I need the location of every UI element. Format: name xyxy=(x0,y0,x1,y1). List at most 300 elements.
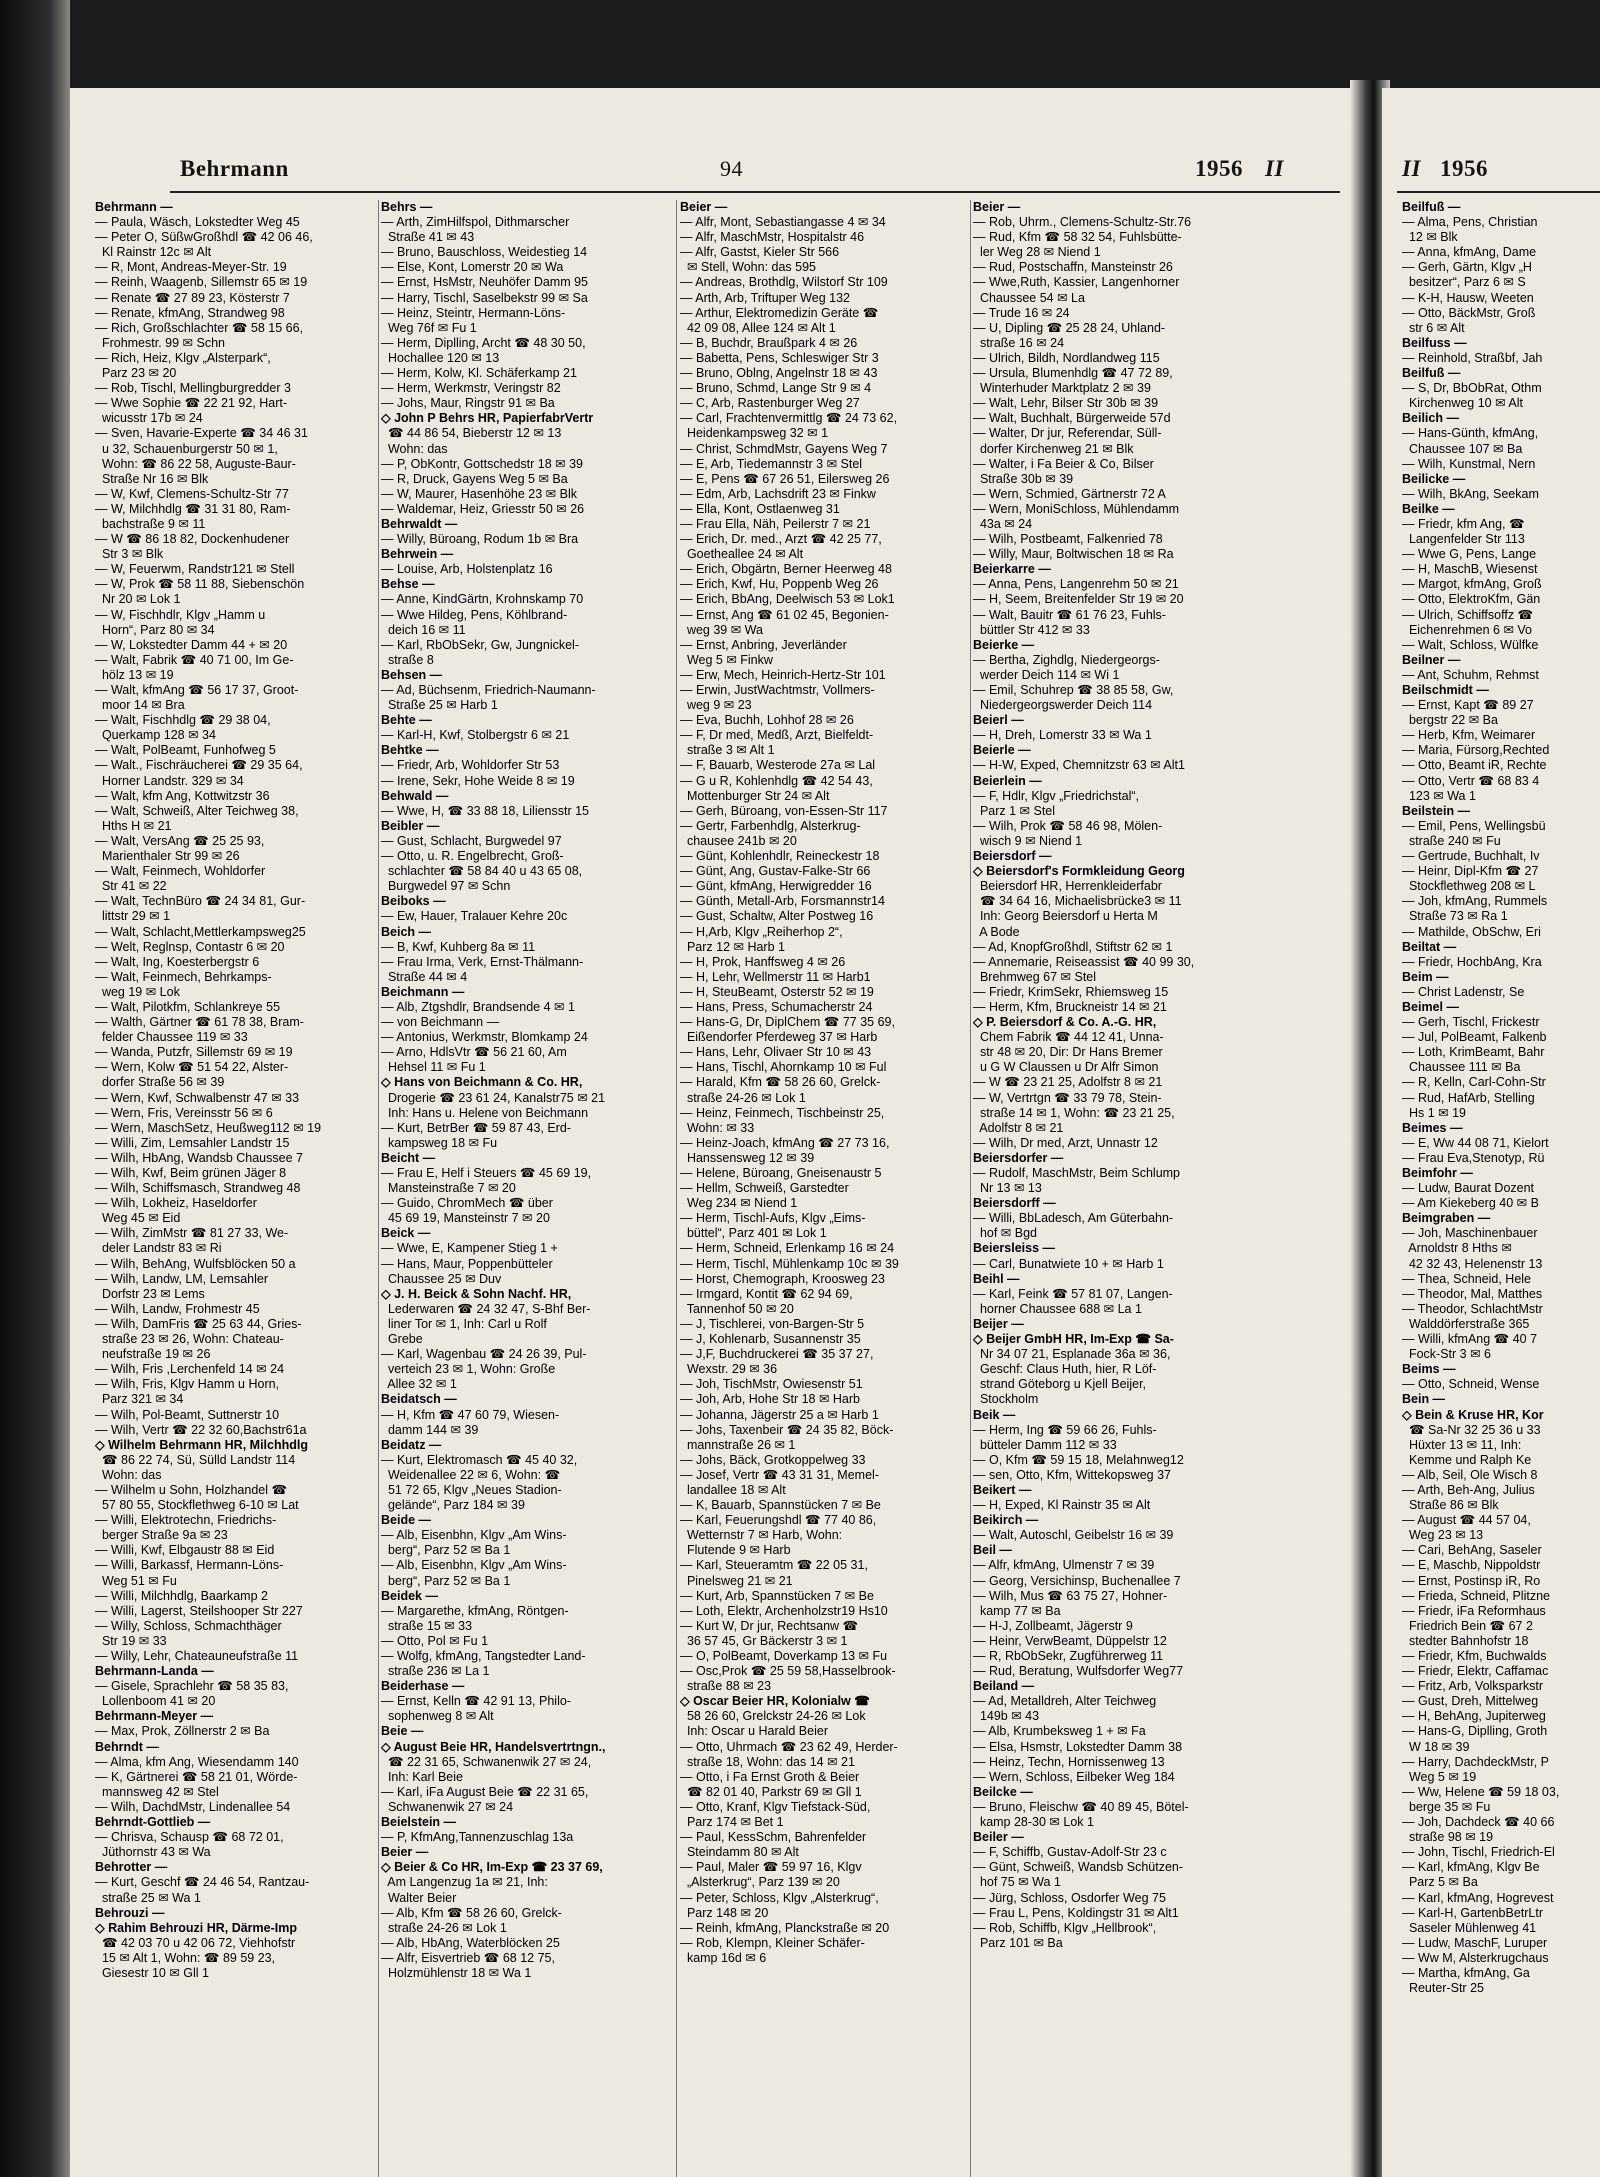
directory-line: Beilschmidt — xyxy=(1402,683,1489,697)
directory-line: Behse — xyxy=(381,577,435,592)
directory-line: Beilstein — xyxy=(1402,803,1471,818)
directory-line: Weg 5 ✉ Finkw xyxy=(680,652,773,667)
directory-line: — Rud, HafArb, Stelling xyxy=(1402,1090,1535,1105)
right-header-section: II xyxy=(1402,156,1421,181)
directory-line: — Helene, Büroang, Gneisenaustr 5 xyxy=(680,1166,882,1180)
directory-line: — Gerh, Tischl, Frickestr xyxy=(1402,1015,1540,1030)
directory-line: straße 16 ✉ 24 xyxy=(973,335,1065,350)
directory-line: Parz 5 ✉ Ba xyxy=(1402,1875,1478,1890)
directory-line: — Erich, BbAng, Deelwisch 53 ✉ Lok1 xyxy=(680,592,895,607)
directory-line: — Walt., Fischräucherei ☎ 29 35 64, xyxy=(95,758,303,773)
directory-line: — Johanna, Jägerstr 25 a ✉ Harb 1 xyxy=(680,1407,879,1422)
directory-line: Fock-Str 3 ✉ 6 xyxy=(1402,1347,1491,1362)
directory-line: Beierlein — xyxy=(973,773,1042,788)
directory-line: — Willi, Milchhdlg, Baarkamp 2 xyxy=(95,1588,268,1603)
directory-line: Heidenkampsweg 32 ✉ 1 xyxy=(680,426,829,441)
directory-line: — Alfr, MaschMstr, Hospitalstr 46 xyxy=(680,230,865,245)
directory-line: — Bruno, Oblng, Angelnstr 18 ✉ 43 xyxy=(680,366,878,381)
directory-line: — Willi, Kwf, Elbgaustr 88 ✉ Eid xyxy=(95,1543,275,1558)
directory-line: — Walt, kfmAng ☎ 56 17 37, Groot- xyxy=(95,683,299,697)
directory-line: — Wolfg, kfmAng, Tangstedter Land- xyxy=(381,1649,586,1663)
directory-line: Beik — xyxy=(973,1407,1016,1422)
directory-line: Beiland — xyxy=(973,1679,1035,1694)
directory-line: ◇ Beiersdorf's Formkleidung Georg xyxy=(973,864,1185,879)
directory-line: — Kurt, Geschf ☎ 24 46 54, Rantzau- xyxy=(95,1875,310,1890)
directory-line: Parz 1 ✉ Stel xyxy=(973,803,1056,818)
directory-line: — Rich, Großschlachter ☎ 58 15 66, xyxy=(95,320,304,335)
directory-line: Langenfelder Str 113 xyxy=(1402,532,1525,547)
directory-line: Beikert — xyxy=(973,1482,1032,1497)
directory-line: — Ew, Hauer, Tralauer Kehre 20c xyxy=(381,909,568,924)
directory-line: ☎ 42 03 70 u 42 06 72, Viehhofstr xyxy=(95,1935,296,1950)
directory-line: littstr 29 ✉ 1 xyxy=(95,909,171,924)
directory-line: „Alsterkrug“, Parz 139 ✉ 20 xyxy=(680,1875,840,1890)
directory-line: — Wwe,Ruth, Kassier, Langenhorner xyxy=(973,275,1180,290)
directory-line: — K, Gärtnerei ☎ 58 21 01, Wörde- xyxy=(95,1769,298,1784)
directory-line: — Wilh, HbAng, Wandsb Chaussee 7 xyxy=(95,1150,303,1165)
directory-line: Behrndt-Gottlieb — xyxy=(95,1815,211,1830)
directory-line: Behrmann-Landa — xyxy=(95,1664,214,1679)
directory-line: — Jürg, Schloss, Osdorfer Weg 75 xyxy=(973,1890,1166,1905)
directory-line: — Guido, ChromMech ☎ über xyxy=(381,1196,553,1211)
directory-line: — Otto, BäckMstr, Groß xyxy=(1402,305,1536,320)
directory-line: — Harry, DachdeckMstr, P xyxy=(1402,1754,1550,1769)
directory-line: — Rud, Beratung, Wulfsdorfer Weg77 xyxy=(973,1664,1184,1679)
directory-line: — Willy, Büroang, Rodum 1b ✉ Bra xyxy=(381,532,579,547)
directory-line: — Günt, Schweiß, Wandsb Schützen- xyxy=(973,1860,1184,1875)
directory-line: u 32, Schauenburgerstr 50 ✉ 1, xyxy=(95,441,278,456)
directory-line: — O, PolBeamt, Doverkamp 13 ✉ Fu xyxy=(680,1649,888,1663)
directory-line: — Otto, Kranf, Klgv Tiefstack-Süd, xyxy=(680,1799,871,1814)
directory-line: — Renate, kfmAng, Strandweg 98 xyxy=(95,305,285,320)
directory-line: — Wilhelm u Sohn, Holzhandel ☎ xyxy=(95,1482,288,1497)
directory-line: straße 14 ✉ 1, Wohn: ☎ 23 21 25, xyxy=(973,1105,1175,1120)
directory-line: u G W Claussen u Dr Alfr Simon xyxy=(973,1060,1159,1075)
directory-line: — Rob, Schiffb, Klgv „Hellbrook“, xyxy=(973,1920,1157,1935)
directory-line: — W, Lokstedter Damm 44 + ✉ 20 xyxy=(95,637,288,652)
directory-line: — Ad, Metalldreh, Alter Teichweg xyxy=(973,1694,1157,1709)
directory-line: — Antonius, Werkmstr, Blomkamp 24 xyxy=(381,1030,588,1045)
directory-line: — Wilh, Pol-Beamt, Suttnerstr 10 xyxy=(95,1407,280,1422)
directory-line: ◇ Beier & Co HR, Im-Exp ☎ 23 37 69, xyxy=(381,1860,603,1875)
directory-line: — Wilh, Vertr ☎ 22 32 60,Bachstr61a xyxy=(95,1422,307,1437)
directory-line: berge 35 ✉ Fu xyxy=(1402,1799,1491,1814)
directory-line: Nr 20 ✉ Lok 1 xyxy=(95,592,181,607)
directory-line: — Friedr, Kfm, Buchwalds xyxy=(1402,1649,1547,1663)
directory-line: — Louise, Arb, Holstenplatz 16 xyxy=(381,562,553,577)
directory-line: — Hans, Lehr, Olivaer Str 10 ✉ 43 xyxy=(680,1045,872,1060)
directory-line: Straße 41 ✉ 43 xyxy=(381,230,475,245)
directory-line: Schwanenwik 27 ✉ 24 xyxy=(381,1799,514,1814)
directory-line: berg“, Parz 52 ✉ Ba 1 xyxy=(381,1573,511,1588)
directory-line: Beier — xyxy=(680,200,728,214)
directory-line: — K-H, Hausw, Weeten xyxy=(1402,290,1534,305)
directory-line: — Rudolf, MaschMstr, Beim Schlump xyxy=(973,1166,1181,1180)
directory-line: — K, Bauarb, Spannstücken 7 ✉ Be xyxy=(680,1498,881,1513)
directory-line: — Ursula, Blumenhdlg ☎ 47 72 89, xyxy=(973,366,1173,381)
directory-line: — Friedr, Arb, Wohldorfer Str 53 xyxy=(381,758,560,773)
directory-column-1 xyxy=(95,200,377,1981)
directory-line: — H, Kfm ☎ 47 60 79, Wiesen- xyxy=(381,1407,560,1422)
directory-line: — Walt, Schloss, Wülfke xyxy=(1402,637,1539,652)
directory-line: — Wilh, Dr med, Arzt, Unnastr 12 xyxy=(973,1135,1158,1150)
directory-line: str 6 ✉ Alt xyxy=(1402,320,1465,335)
directory-line: Behrs — xyxy=(381,200,433,214)
directory-line: — Heinz, Steintr, Hermann-Löns- xyxy=(381,305,566,320)
directory-line: Inh: Georg Beiersdorf u Herta M xyxy=(973,909,1158,924)
directory-line: mannsweg 42 ✉ Stel xyxy=(95,1784,219,1799)
directory-line: berger Straße 9a ✉ 23 xyxy=(95,1528,228,1543)
directory-line: Weg 45 ✉ Eid xyxy=(95,1211,181,1226)
directory-line: — Herm, Kolw, Kl. Schäferkamp 21 xyxy=(381,366,577,381)
directory-line: mannstraße 26 ✉ 1 xyxy=(680,1437,796,1452)
directory-line: schlachter ☎ 58 84 40 u 43 65 08, xyxy=(381,864,583,879)
directory-line: Hüxter 13 ✉ 11, Inh: xyxy=(1402,1437,1522,1452)
directory-line: — Erich, Dr. med., Arzt ☎ 42 25 77, xyxy=(680,532,882,547)
directory-line: Beimfohr — xyxy=(1402,1166,1473,1180)
directory-line: Beichmann — xyxy=(381,984,465,999)
directory-line: — W ☎ 86 18 82, Dockenhudener xyxy=(95,532,290,547)
directory-line: — E, Arb, Tiedemannstr 3 ✉ Stel xyxy=(680,456,863,471)
directory-line: — Heinz-Joach, kfmAng ☎ 27 73 16, xyxy=(680,1135,890,1150)
directory-line: bütteler Damm 112 ✉ 33 xyxy=(973,1437,1117,1452)
directory-line: — Max, Prok, Zöllnerstr 2 ✉ Ba xyxy=(95,1724,270,1739)
directory-line: Beick — xyxy=(381,1226,431,1241)
directory-line: strand Göteborg u Kjell Beijer, xyxy=(973,1377,1147,1392)
directory-line: — Hans, Press, Schumacherstr 24 xyxy=(680,999,873,1014)
directory-line: — W, Milchhdlg ☎ 31 31 80, Ram- xyxy=(95,501,291,516)
directory-line: — Georg, Versichinsp, Buchenallee 7 xyxy=(973,1573,1181,1588)
directory-line: Nr 34 07 21, Esplanade 36a ✉ 36, xyxy=(973,1347,1171,1362)
directory-line: — P, KfmAng,Tannenzuschlag 13a xyxy=(381,1830,574,1845)
directory-line: — Karl-H, GartenbBetrLtr xyxy=(1402,1905,1544,1920)
directory-line: — Walt, kfm Ang, Kottwitzstr 36 xyxy=(95,788,270,803)
directory-line: Straße 25 ✉ Harb 1 xyxy=(381,698,498,713)
directory-line: Arnoldstr 8 Hths ✉ xyxy=(1402,1241,1512,1256)
directory-line: Str 41 ✉ 22 xyxy=(95,879,167,894)
directory-line: dorfer Straße 56 ✉ 39 xyxy=(95,1075,225,1090)
directory-line: — Arth, Arb, Triftuper Weg 132 xyxy=(680,290,850,305)
directory-line: W 18 ✉ 39 xyxy=(1402,1739,1470,1754)
directory-line: Wohn: ☎ 86 22 58, Auguste-Baur- xyxy=(95,456,296,471)
directory-line: wicusstr 17b ✉ 24 xyxy=(95,411,203,426)
directory-line: — Walt, Buchhalt, Bürgerweide 57d xyxy=(973,411,1171,426)
directory-line: — Herm, Tischl, Mühlenkamp 10c ✉ 39 xyxy=(680,1256,899,1271)
directory-line: Flutende 9 ✉ Harb xyxy=(680,1543,791,1558)
directory-line: — Theodor, SchlachtMstr xyxy=(1402,1301,1543,1316)
directory-line: — Frau Irma, Verk, Ernst-Thälmann- xyxy=(381,954,584,969)
directory-line: — Walt, Autoschl, Geibelstr 16 ✉ 39 xyxy=(973,1528,1174,1543)
directory-line: Saseler Mühlenweg 41 xyxy=(1402,1920,1537,1935)
directory-line: — Wilh, BkAng, Seekam xyxy=(1402,486,1539,501)
directory-line: — Willy, Maur, Boltwischen 18 ✉ Ra xyxy=(973,547,1174,562)
directory-line: — August ☎ 44 57 04, xyxy=(1402,1513,1531,1528)
directory-line: — von Beichmann — xyxy=(381,1015,500,1030)
directory-line: — W, Vertrtgn ☎ 33 79 78, Stein- xyxy=(973,1090,1162,1105)
directory-line: Lollenboom 41 ✉ 20 xyxy=(95,1694,216,1709)
directory-line: Behrotter — xyxy=(95,1860,168,1875)
directory-line: — Otto, Uhrmach ☎ 23 62 49, Herder- xyxy=(680,1739,898,1754)
directory-line: Behrmann-Meyer — xyxy=(95,1709,214,1724)
directory-line: — Edm, Arb, Lachsdrift 23 ✉ Finkw xyxy=(680,486,876,501)
directory-line: — Wilh, Postbeamt, Falkenried 78 xyxy=(973,532,1163,547)
directory-line: — Kurt, Arb, Spannstücken 7 ✉ Be xyxy=(680,1588,874,1603)
directory-line: büttler Str 412 ✉ 33 xyxy=(973,622,1090,637)
directory-line: — Fritz, Arb, Volksparkstr xyxy=(1402,1679,1544,1694)
directory-line: Beiersleiss — xyxy=(973,1241,1055,1256)
directory-line: chausee 241b ✉ 20 xyxy=(680,833,797,848)
directory-line: — H, Dreh, Lomerstr 33 ✉ Wa 1 xyxy=(973,728,1152,743)
directory-line: 123 ✉ Wa 1 xyxy=(1402,788,1476,803)
directory-line: — Wilh, DachdMstr, Lindenallee 54 xyxy=(95,1799,291,1814)
directory-line: — Wern, Kwf, Schwalbenstr 47 ✉ 33 xyxy=(95,1090,300,1105)
directory-line: — Alfr, Gastst, Kieler Str 566 xyxy=(680,245,840,260)
directory-line: — Wwe G, Pens, Lange xyxy=(1402,547,1537,562)
directory-line: — Wilh, Lokheiz, Haseldorfer xyxy=(95,1196,257,1211)
directory-line: — H, Exped, Kl Rainstr 35 ✉ Alt xyxy=(973,1498,1151,1513)
directory-line: 149b ✉ 43 xyxy=(973,1709,1040,1724)
directory-line: — Karl, kfmAng, Klgv Be xyxy=(1402,1860,1540,1875)
directory-line: deler Landstr 83 ✉ Ri xyxy=(95,1241,222,1256)
directory-line: — Gerh, Büroang, von-Essen-Str 117 xyxy=(680,803,888,818)
directory-line: Weg 234 ✉ Niend 1 xyxy=(680,1196,798,1211)
directory-line: — Rob, Klempn, Kleiner Schäfer- xyxy=(680,1935,865,1950)
directory-line: — Otto, i Fa Ernst Groth & Beier xyxy=(680,1769,860,1784)
directory-line: — W, Prok ☎ 58 11 88, Siebenschön xyxy=(95,577,305,592)
directory-line: 58 26 60, Grelckstr 24-26 ✉ Lok xyxy=(680,1709,866,1724)
directory-line: — E, Pens ☎ 67 26 51, Eilersweg 26 xyxy=(680,471,890,486)
directory-line: Beimel — xyxy=(1402,999,1459,1014)
directory-line: Nr 13 ✉ 13 xyxy=(973,1181,1042,1196)
directory-line: berg“, Parz 52 ✉ Ba 1 xyxy=(381,1543,511,1558)
directory-line: Str 19 ✉ 33 xyxy=(95,1633,167,1648)
directory-line: — Wanda, Putzfr, Sillemstr 69 ✉ 19 xyxy=(95,1045,293,1060)
directory-line: — Eva, Buchh, Lohhof 28 ✉ 26 xyxy=(680,713,854,728)
directory-line: Weidenallee 22 ✉ 6, Wohn: ☎ xyxy=(381,1467,561,1482)
directory-line: — Walt, Schweiß, Alter Teichweg 38, xyxy=(95,803,299,818)
directory-line: Grebe xyxy=(381,1332,423,1347)
directory-line: — Karl, kfmAng, Hogrevest xyxy=(1402,1890,1554,1905)
directory-line: — W, Maurer, Hasenhöhe 23 ✉ Blk xyxy=(381,486,577,501)
directory-line: Beidatz — xyxy=(381,1437,442,1452)
directory-line: — Kurt, Elektromasch ☎ 45 40 32, xyxy=(381,1452,578,1467)
directory-line: — Alb, HbAng, Waterblöcken 25 xyxy=(381,1935,560,1950)
directory-line: Mottenburger Str 24 ✉ Alt xyxy=(680,788,830,803)
directory-line: — Josef, Vertr ☎ 43 31 31, Memel- xyxy=(680,1467,879,1482)
directory-line: — Theodor, Mal, Matthes xyxy=(1402,1286,1543,1301)
directory-line: straße 98 ✉ 19 xyxy=(1402,1830,1494,1845)
directory-line: Burgwedel 97 ✉ Schn xyxy=(381,879,511,894)
directory-line: — Karl-H, Kwf, Stolbergstr 6 ✉ 21 xyxy=(381,728,570,743)
directory-line: Brehmweg 67 ✉ Stel xyxy=(973,969,1097,984)
directory-line: — Rud, Postschaffn, Mansteinstr 26 xyxy=(973,260,1173,275)
directory-line: straße 24-26 ✉ Lok 1 xyxy=(381,1920,507,1935)
directory-line: — Ulrich, Schiffsoffz ☎ xyxy=(1402,607,1534,622)
directory-line: — Heinr, VerwBeamt, Düppelstr 12 xyxy=(973,1633,1167,1648)
header-section: II xyxy=(1265,156,1284,181)
directory-line: — R, Mont, Andreas-Meyer-Str. 19 xyxy=(95,260,287,275)
directory-line: ◇ J. H. Beick & Sohn Nachf. HR, xyxy=(381,1286,572,1301)
directory-line: — Herm, Diplling, Archt ☎ 48 30 50, xyxy=(381,335,586,350)
directory-line: — Arth, Beh-Ang, Julius xyxy=(1402,1482,1535,1497)
directory-line: — Friedr, kfm Ang, ☎ xyxy=(1402,516,1525,531)
directory-line: — Herm, Werkmstr, Veringstr 82 xyxy=(381,381,561,396)
directory-line: — Ernst, Kapt ☎ 89 27 xyxy=(1402,698,1534,713)
directory-line: Behrndt — xyxy=(95,1739,159,1754)
directory-line: Straße 30b ✉ 39 xyxy=(973,471,1074,486)
directory-line: hof 75 ✉ Wa 1 xyxy=(973,1875,1061,1890)
directory-line: — R, Druck, Gayens Weg 5 ✉ Ba xyxy=(381,471,568,486)
directory-line: ☎ 44 86 54, Bieberstr 12 ✉ 13 xyxy=(381,426,562,441)
directory-line: Goetheallee 24 ✉ Alt xyxy=(680,547,804,562)
directory-line: — Ernst, Anbring, Jeverländer xyxy=(680,637,847,652)
directory-line: Chaussee 111 ✉ Ba xyxy=(1402,1060,1521,1075)
directory-line: — J, Tischlerei, von-Bargen-Str 5 xyxy=(680,1316,865,1331)
directory-line: — Wilh, Kunstmal, Nern xyxy=(1402,456,1536,471)
directory-line: Beide — xyxy=(381,1513,432,1528)
directory-line: — Friedr, HochbAng, Kra xyxy=(1402,954,1542,969)
directory-line: — Ww, Helene ☎ 59 18 03, xyxy=(1402,1784,1560,1799)
directory-column-4 xyxy=(973,200,1270,1951)
directory-line: — Johs, Taxenbeir ☎ 24 35 82, Böck- xyxy=(680,1422,894,1437)
directory-line: — sen, Otto, Kfm, Wittekopsweg 37 xyxy=(973,1467,1171,1482)
directory-line: — F, Bauarb, Westerode 27a ✉ Lal xyxy=(680,758,876,773)
directory-line: Behrmann — xyxy=(95,200,173,214)
directory-line: damm 144 ✉ 39 xyxy=(381,1422,479,1437)
right-header-rule xyxy=(1397,191,1600,193)
directory-line: — Günt, kfmAng, Herwigredder 16 xyxy=(680,879,872,894)
directory-line: Beier — xyxy=(381,1845,429,1860)
directory-line: ◇ P. Beiersdorf & Co. A.-G. HR, xyxy=(973,1015,1157,1030)
directory-line: — Alma, kfm Ang, Wiesendamm 140 xyxy=(95,1754,299,1769)
directory-line: — Heinz, Feinmech, Tischbeinstr 25, xyxy=(680,1105,885,1120)
directory-line: — Renate ☎ 27 89 23, Kösterstr 7 xyxy=(95,290,290,305)
directory-line: — Wilh, BehAng, Wulfsblöcken 50 a xyxy=(95,1256,296,1271)
directory-line: — Arno, HdlsVtr ☎ 56 21 60, Am xyxy=(381,1045,567,1060)
directory-line: — Wilh, Kwf, Beim grünen Jäger 8 xyxy=(95,1166,287,1180)
directory-line: Beihl — xyxy=(973,1271,1020,1286)
directory-line: — H, Lehr, Wellmerstr 11 ✉ Harb1 xyxy=(680,969,871,984)
right-header-year: 1956 xyxy=(1440,156,1488,181)
directory-line: liner Tor ✉ 1, Inh: Carl u Rolf xyxy=(381,1316,547,1331)
directory-line: straße 3 ✉ Alt 1 xyxy=(680,743,775,758)
directory-line: — Rob, Uhrm., Clemens-Schultz-Str.76 xyxy=(973,215,1192,230)
directory-line: Behsen — xyxy=(381,667,443,682)
directory-line: Beierl — xyxy=(973,713,1024,728)
directory-line: Steindamm 80 ✉ Alt xyxy=(680,1845,799,1860)
directory-line: horner Chaussee 688 ✉ La 1 xyxy=(973,1301,1142,1316)
directory-line: — Willi, BbLadesch, Am Güterbahn- xyxy=(973,1211,1174,1226)
directory-line: — Walth, Gärtner ☎ 61 78 38, Bram- xyxy=(95,1015,304,1030)
directory-line: — Arthur, Elektromedizin Geräte ☎ xyxy=(680,305,879,320)
directory-line: gelände“, Parz 184 ✉ 39 xyxy=(381,1498,525,1513)
directory-line: — Joh, kfmAng, Rummels xyxy=(1402,894,1548,909)
directory-line: Beiderhase — xyxy=(381,1679,465,1694)
directory-line: Winterhuder Marktplatz 2 ✉ 39 xyxy=(973,381,1151,396)
directory-line: — Loth, Elektr, Archenholzstr19 Hs10 xyxy=(680,1603,888,1618)
directory-line: felder Chaussee 119 ✉ 33 xyxy=(95,1030,248,1045)
directory-line: — Walt, Ing, Koesterbergstr 6 xyxy=(95,954,260,969)
directory-line: — H, SteuBeamt, Osterstr 52 ✉ 19 xyxy=(680,984,874,999)
directory-line: Parz 12 ✉ Harb 1 xyxy=(680,939,785,954)
directory-line: Hochallee 120 ✉ 13 xyxy=(381,350,500,365)
directory-line: — Cari, BehAng, Saseler xyxy=(1402,1543,1542,1558)
directory-line: 42 09 08, Allee 124 ✉ Alt 1 xyxy=(680,320,836,335)
directory-line: — J, Kohlenarb, Susannenstr 35 xyxy=(680,1332,861,1347)
directory-line: büttel“, Parz 401 ✉ Lok 1 xyxy=(680,1226,827,1241)
directory-line: — Karl, Feuerungshdl ☎ 77 40 86, xyxy=(680,1513,877,1528)
directory-line: — Ella, Kont, Ostlaenweg 31 xyxy=(680,501,840,516)
directory-column-2 xyxy=(381,200,674,1981)
directory-line: verteich 23 ✉ 1, Wohn: Große xyxy=(381,1362,556,1377)
directory-line: — Frau Ella, Näh, Peilerstr 7 ✉ 21 xyxy=(680,516,871,531)
directory-line: — Alma, Pens, Christian xyxy=(1402,215,1538,230)
directory-line: — Harry, Tischl, Saselbekstr 99 ✉ Sa xyxy=(381,290,588,305)
directory-line: Chaussee 107 ✉ Ba xyxy=(1402,441,1523,456)
directory-line: Frohmestr. 99 ✉ Schn xyxy=(95,335,225,350)
directory-line: sophenweg 8 ✉ Alt xyxy=(381,1709,494,1724)
directory-line: ◇ John P Behrs HR, PapierfabrVertr xyxy=(381,411,594,426)
directory-line: landallee 18 ✉ Alt xyxy=(680,1482,786,1497)
directory-line: — Reinh, kfmAng, Planckstraße ✉ 20 xyxy=(680,1920,890,1935)
directory-line: straße 18, Wohn: das 14 ✉ 21 xyxy=(680,1754,855,1769)
directory-line: — Willy, Schloss, Schmachthäger xyxy=(95,1618,282,1633)
directory-line: wisch 9 ✉ Niend 1 xyxy=(973,833,1083,848)
directory-line: — Irmgard, Kontit ☎ 62 94 69, xyxy=(680,1286,853,1301)
directory-line: 43a ✉ 24 xyxy=(973,516,1033,531)
directory-line: — Wern, MaschSetz, Heußweg112 ✉ 19 xyxy=(95,1120,322,1135)
directory-line: straße 88 ✉ 23 xyxy=(680,1679,772,1694)
directory-line: Beilfuß — xyxy=(1402,366,1461,381)
directory-line: Behrwaldt — xyxy=(381,516,458,531)
directory-line: — Willy, Lehr, Chateauneufstraße 11 xyxy=(95,1649,299,1663)
page-header xyxy=(70,88,1355,196)
directory-line: Straße Nr 16 ✉ Blk xyxy=(95,471,209,486)
directory-line: 45 69 19, Mansteinstr 7 ✉ 20 xyxy=(381,1211,550,1226)
directory-line: — Frau Eva,Stenotyp, Rü xyxy=(1402,1150,1545,1165)
directory-line: Wohn: das xyxy=(381,441,448,456)
directory-line: Walddörferstraße 365 xyxy=(1402,1316,1530,1331)
directory-line: Kl Rainstr 12c ✉ Alt xyxy=(95,245,212,260)
directory-line: moor 14 ✉ Bra xyxy=(95,698,185,713)
directory-line: kamp 16d ✉ 6 xyxy=(680,1950,767,1965)
directory-line: — Wern, Fris, Vereinsstr 56 ✉ 6 xyxy=(95,1105,273,1120)
directory-line: — Sven, Havarie-Experte ☎ 34 46 31 xyxy=(95,426,308,441)
directory-line: — Paula, Wäsch, Lokstedter Weg 45 xyxy=(95,215,300,230)
directory-line: — Wwe, E, Kampener Stieg 1 + xyxy=(381,1241,558,1256)
directory-line: — Waldemar, Heiz, Griesstr 50 ✉ 26 xyxy=(381,501,585,516)
directory-line: Am Langenzug 1a ✉ 21, Inh: xyxy=(381,1875,548,1890)
directory-line: Dorfstr 23 ✉ Lems xyxy=(95,1286,205,1301)
directory-line: — Rich, Heiz, Klgv „Alsterpark“, xyxy=(95,350,271,365)
directory-line: Beiboks — xyxy=(381,894,446,909)
directory-line: — Walter, i Fa Beier & Co, Bilser xyxy=(973,456,1154,471)
directory-line: Weg 23 ✉ 13 xyxy=(1402,1528,1484,1543)
header-rule xyxy=(170,191,1340,193)
directory-line: Beiler — xyxy=(973,1830,1024,1845)
directory-line: — Andreas, Brothdlg, Wilstorf Str 109 xyxy=(680,275,888,290)
directory-line: — Chrisva, Schausp ☎ 68 72 01, xyxy=(95,1830,284,1845)
directory-line: — F, Hdlr, Klgv „Friedrichstal“, xyxy=(973,788,1140,803)
directory-line: — Wern, MoniSchloss, Mühlendamm xyxy=(973,501,1180,516)
directory-line: 57 80 55, Stockflethweg 6-10 ✉ Lat xyxy=(95,1498,299,1513)
directory-line: Beimes — xyxy=(1402,1120,1463,1135)
directory-line: — Hans-Günth, kfmAng, xyxy=(1402,426,1539,441)
directory-line: — H, BehAng, Jupiterweg xyxy=(1402,1709,1546,1724)
directory-line: — Anne, KindGärtn, Krohnskamp 70 xyxy=(381,592,584,607)
directory-line: — W, Fischhdlr, Klgv „Hamm u xyxy=(95,607,266,622)
directory-line: — Hans, Tischl, Ahornkamp 10 ✉ Ful xyxy=(680,1060,887,1075)
